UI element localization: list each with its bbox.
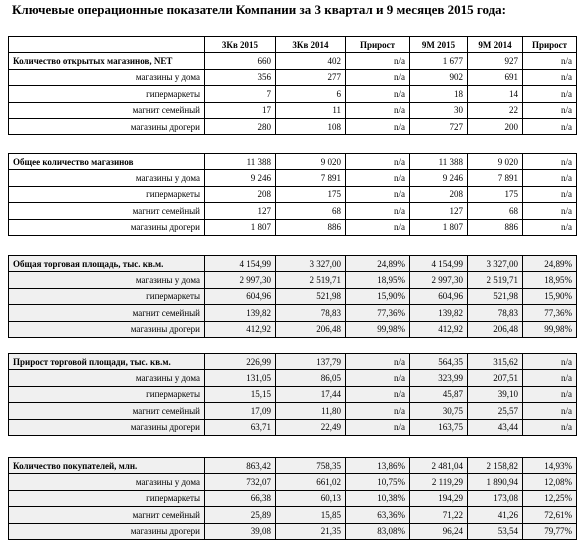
row-label: магнит семейный bbox=[9, 403, 205, 419]
total-cell: 402 bbox=[276, 53, 346, 69]
section-total-row bbox=[9, 256, 577, 272]
value-cell: 7 891 bbox=[468, 170, 523, 186]
page-title: Ключевые операционные показатели Компании за 3 квартал и 9 месяцев 2015 года: bbox=[12, 2, 506, 17]
total-cell: n/a bbox=[346, 53, 410, 69]
value-cell: 15,15 bbox=[205, 386, 276, 402]
table-row bbox=[9, 272, 577, 288]
metrics-table-3 bbox=[8, 255, 577, 338]
value-cell: 2 997,30 bbox=[410, 272, 468, 288]
value-cell: 175 bbox=[468, 186, 523, 202]
value-cell: 1 807 bbox=[410, 219, 468, 235]
row-label: магнит семейный bbox=[9, 102, 205, 118]
value-cell: 99,98% bbox=[346, 321, 410, 337]
column-header: Прирост bbox=[523, 37, 577, 53]
column-header: 3Кв 2015 bbox=[205, 37, 276, 53]
value-cell: 131,05 bbox=[205, 370, 276, 386]
table-row bbox=[9, 490, 577, 506]
total-cell: 564,35 bbox=[410, 354, 468, 370]
value-cell: 21,35 bbox=[276, 523, 346, 539]
value-cell: 96,24 bbox=[410, 523, 468, 539]
value-cell: 15,85 bbox=[276, 507, 346, 523]
row-label: магнит семейный bbox=[9, 507, 205, 523]
metrics-table-1 bbox=[8, 36, 577, 135]
table-row bbox=[9, 186, 577, 202]
value-cell: 280 bbox=[205, 118, 276, 134]
value-cell: 412,92 bbox=[410, 321, 468, 337]
value-cell: 68 bbox=[468, 203, 523, 219]
value-cell: n/a bbox=[346, 118, 410, 134]
value-cell: 43,44 bbox=[468, 419, 523, 435]
value-cell: n/a bbox=[346, 86, 410, 102]
value-cell: 9 246 bbox=[410, 170, 468, 186]
value-cell: n/a bbox=[523, 370, 577, 386]
value-cell: 79,77% bbox=[523, 523, 577, 539]
row-label: магазины у дома bbox=[9, 272, 205, 288]
value-cell: 77,36% bbox=[346, 305, 410, 321]
value-cell: 323,99 bbox=[410, 370, 468, 386]
total-cell: 9 020 bbox=[276, 154, 346, 170]
table-row bbox=[9, 321, 577, 337]
value-cell: 86,05 bbox=[276, 370, 346, 386]
total-cell: 758,35 bbox=[276, 458, 346, 474]
row-label: гипермаркеты bbox=[9, 386, 205, 402]
value-cell: n/a bbox=[523, 219, 577, 235]
table-row bbox=[9, 102, 577, 118]
total-cell: 24,89% bbox=[346, 256, 410, 272]
value-cell: 207,51 bbox=[468, 370, 523, 386]
value-cell: 15,90% bbox=[523, 288, 577, 304]
value-cell: 77,36% bbox=[523, 305, 577, 321]
value-cell: 22 bbox=[468, 102, 523, 118]
total-cell: 4 154,99 bbox=[205, 256, 276, 272]
value-cell: 2 519,71 bbox=[468, 272, 523, 288]
value-cell: 11,80 bbox=[276, 403, 346, 419]
column-header: 3Кв 2014 bbox=[276, 37, 346, 53]
value-cell: 12,08% bbox=[523, 474, 577, 490]
value-cell: 10,75% bbox=[346, 474, 410, 490]
value-cell: 277 bbox=[276, 69, 346, 85]
total-cell: n/a bbox=[346, 354, 410, 370]
value-cell: 45,87 bbox=[410, 386, 468, 402]
total-cell: 3 327,00 bbox=[276, 256, 346, 272]
value-cell: 604,96 bbox=[410, 288, 468, 304]
total-cell: 13,86% bbox=[346, 458, 410, 474]
total-cell: 4 154,99 bbox=[410, 256, 468, 272]
total-cell: 927 bbox=[468, 53, 523, 69]
row-label: магазины дрогери bbox=[9, 523, 205, 539]
value-cell: 22,49 bbox=[276, 419, 346, 435]
value-cell: 356 bbox=[205, 69, 276, 85]
value-cell: 63,36% bbox=[346, 507, 410, 523]
value-cell: 200 bbox=[468, 118, 523, 134]
value-cell: n/a bbox=[523, 118, 577, 134]
row-label: магазины у дома bbox=[9, 474, 205, 490]
section-title: Количество открытых магазинов, NET bbox=[9, 53, 205, 69]
value-cell: 206,48 bbox=[276, 321, 346, 337]
value-cell: 78,83 bbox=[276, 305, 346, 321]
value-cell: 661,02 bbox=[276, 474, 346, 490]
table-row bbox=[9, 370, 577, 386]
section-title: Общая торговая площадь, тыс. кв.м. bbox=[9, 256, 205, 272]
value-cell: 17,44 bbox=[276, 386, 346, 402]
table-row bbox=[9, 523, 577, 539]
value-cell: n/a bbox=[346, 219, 410, 235]
value-cell: 139,82 bbox=[410, 305, 468, 321]
value-cell: 14 bbox=[468, 86, 523, 102]
table-row bbox=[9, 386, 577, 402]
section-total-row bbox=[9, 354, 577, 370]
total-cell: n/a bbox=[523, 53, 577, 69]
table-row bbox=[9, 419, 577, 435]
value-cell: 1 807 bbox=[205, 219, 276, 235]
value-cell: 11 bbox=[276, 102, 346, 118]
table-row bbox=[9, 86, 577, 102]
value-cell: 604,96 bbox=[205, 288, 276, 304]
value-cell: n/a bbox=[346, 403, 410, 419]
header-blank-cell bbox=[9, 37, 205, 53]
table-row bbox=[9, 288, 577, 304]
metrics-table-2 bbox=[8, 153, 577, 236]
value-cell: 691 bbox=[468, 69, 523, 85]
value-cell: 7 bbox=[205, 86, 276, 102]
total-cell: 11 388 bbox=[205, 154, 276, 170]
section-total-row bbox=[9, 53, 577, 69]
value-cell: 2 519,71 bbox=[276, 272, 346, 288]
value-cell: 71,22 bbox=[410, 507, 468, 523]
total-cell: 660 bbox=[205, 53, 276, 69]
value-cell: 17,09 bbox=[205, 403, 276, 419]
value-cell: 25,89 bbox=[205, 507, 276, 523]
row-label: магазины у дома bbox=[9, 170, 205, 186]
value-cell: 39,08 bbox=[205, 523, 276, 539]
value-cell: 12,25% bbox=[523, 490, 577, 506]
total-cell: 3 327,00 bbox=[468, 256, 523, 272]
total-cell: n/a bbox=[523, 354, 577, 370]
column-header: 9М 2014 bbox=[468, 37, 523, 53]
value-cell: n/a bbox=[346, 170, 410, 186]
value-cell: 60,13 bbox=[276, 490, 346, 506]
table-row bbox=[9, 69, 577, 85]
value-cell: 30 bbox=[410, 102, 468, 118]
value-cell: n/a bbox=[346, 419, 410, 435]
table-row bbox=[9, 170, 577, 186]
value-cell: 7 891 bbox=[276, 170, 346, 186]
value-cell: 902 bbox=[410, 69, 468, 85]
value-cell: n/a bbox=[523, 170, 577, 186]
row-label: гипермаркеты bbox=[9, 288, 205, 304]
value-cell: 68 bbox=[276, 203, 346, 219]
total-cell: n/a bbox=[346, 154, 410, 170]
section-total-row bbox=[9, 458, 577, 474]
total-cell: 9 020 bbox=[468, 154, 523, 170]
value-cell: 412,92 bbox=[205, 321, 276, 337]
value-cell: 127 bbox=[410, 203, 468, 219]
value-cell: 521,98 bbox=[276, 288, 346, 304]
value-cell: 727 bbox=[410, 118, 468, 134]
section-title: Общее количество магазинов bbox=[9, 154, 205, 170]
row-label: магазины дрогери bbox=[9, 419, 205, 435]
value-cell: 886 bbox=[276, 219, 346, 235]
value-cell: 30,75 bbox=[410, 403, 468, 419]
value-cell: 1 890,94 bbox=[468, 474, 523, 490]
row-label: магазины дрогери bbox=[9, 321, 205, 337]
value-cell: 78,83 bbox=[468, 305, 523, 321]
total-cell: 137,79 bbox=[276, 354, 346, 370]
value-cell: 66,38 bbox=[205, 490, 276, 506]
value-cell: 18 bbox=[410, 86, 468, 102]
total-cell: 11 388 bbox=[410, 154, 468, 170]
value-cell: n/a bbox=[523, 86, 577, 102]
value-cell: n/a bbox=[523, 403, 577, 419]
value-cell: 25,57 bbox=[468, 403, 523, 419]
value-cell: 72,61% bbox=[523, 507, 577, 523]
row-label: магнит семейный bbox=[9, 203, 205, 219]
table-row bbox=[9, 474, 577, 490]
row-label: магазины дрогери bbox=[9, 219, 205, 235]
value-cell: 175 bbox=[276, 186, 346, 202]
total-cell: 315,62 bbox=[468, 354, 523, 370]
value-cell: n/a bbox=[523, 203, 577, 219]
total-cell: 226,99 bbox=[205, 354, 276, 370]
value-cell: 53,54 bbox=[468, 523, 523, 539]
section-total-row bbox=[9, 154, 577, 170]
value-cell: n/a bbox=[346, 186, 410, 202]
value-cell: 63,71 bbox=[205, 419, 276, 435]
value-cell: 15,90% bbox=[346, 288, 410, 304]
value-cell: 41,26 bbox=[468, 507, 523, 523]
value-cell: 83,08% bbox=[346, 523, 410, 539]
value-cell: 99,98% bbox=[523, 321, 577, 337]
value-cell: 732,07 bbox=[205, 474, 276, 490]
total-cell: 863,42 bbox=[205, 458, 276, 474]
value-cell: 173,08 bbox=[468, 490, 523, 506]
value-cell: 139,82 bbox=[205, 305, 276, 321]
metrics-table-5 bbox=[8, 457, 577, 540]
value-cell: 10,38% bbox=[346, 490, 410, 506]
column-header: 9М 2015 bbox=[410, 37, 468, 53]
value-cell: 18,95% bbox=[346, 272, 410, 288]
total-cell: 14,93% bbox=[523, 458, 577, 474]
value-cell: 521,98 bbox=[468, 288, 523, 304]
row-label: магазины у дома bbox=[9, 69, 205, 85]
row-label: магазины дрогери bbox=[9, 118, 205, 134]
value-cell: 127 bbox=[205, 203, 276, 219]
total-cell: 1 677 bbox=[410, 53, 468, 69]
metrics-table-4 bbox=[8, 353, 577, 436]
value-cell: n/a bbox=[346, 370, 410, 386]
value-cell: 208 bbox=[205, 186, 276, 202]
value-cell: 39,10 bbox=[468, 386, 523, 402]
section-title: Количество покупателей, млн. bbox=[9, 458, 205, 474]
value-cell: n/a bbox=[523, 419, 577, 435]
table-row bbox=[9, 507, 577, 523]
value-cell: 886 bbox=[468, 219, 523, 235]
value-cell: 208 bbox=[410, 186, 468, 202]
column-header: Прирост bbox=[346, 37, 410, 53]
value-cell: 17 bbox=[205, 102, 276, 118]
value-cell: 163,75 bbox=[410, 419, 468, 435]
row-label: гипермаркеты bbox=[9, 186, 205, 202]
value-cell: n/a bbox=[523, 102, 577, 118]
value-cell: 9 246 bbox=[205, 170, 276, 186]
table-row bbox=[9, 403, 577, 419]
value-cell: n/a bbox=[346, 203, 410, 219]
value-cell: 18,95% bbox=[523, 272, 577, 288]
column-header-row bbox=[9, 37, 577, 53]
total-cell: 2 158,82 bbox=[468, 458, 523, 474]
value-cell: 6 bbox=[276, 86, 346, 102]
value-cell: 2 997,30 bbox=[205, 272, 276, 288]
table-row bbox=[9, 305, 577, 321]
table-row bbox=[9, 219, 577, 235]
row-label: гипермаркеты bbox=[9, 490, 205, 506]
row-label: магнит семейный bbox=[9, 305, 205, 321]
value-cell: n/a bbox=[346, 69, 410, 85]
value-cell: 2 119,29 bbox=[410, 474, 468, 490]
row-label: магазины у дома bbox=[9, 370, 205, 386]
value-cell: 206,48 bbox=[468, 321, 523, 337]
total-cell: 2 481,04 bbox=[410, 458, 468, 474]
value-cell: 108 bbox=[276, 118, 346, 134]
total-cell: n/a bbox=[523, 154, 577, 170]
value-cell: n/a bbox=[523, 186, 577, 202]
value-cell: 194,29 bbox=[410, 490, 468, 506]
value-cell: n/a bbox=[523, 386, 577, 402]
total-cell: 24,89% bbox=[523, 256, 577, 272]
value-cell: n/a bbox=[346, 386, 410, 402]
section-title: Прирост торговой площади, тыс. кв.м. bbox=[9, 354, 205, 370]
table-row bbox=[9, 203, 577, 219]
table-row bbox=[9, 118, 577, 134]
value-cell: n/a bbox=[523, 69, 577, 85]
row-label: гипермаркеты bbox=[9, 86, 205, 102]
value-cell: n/a bbox=[346, 102, 410, 118]
